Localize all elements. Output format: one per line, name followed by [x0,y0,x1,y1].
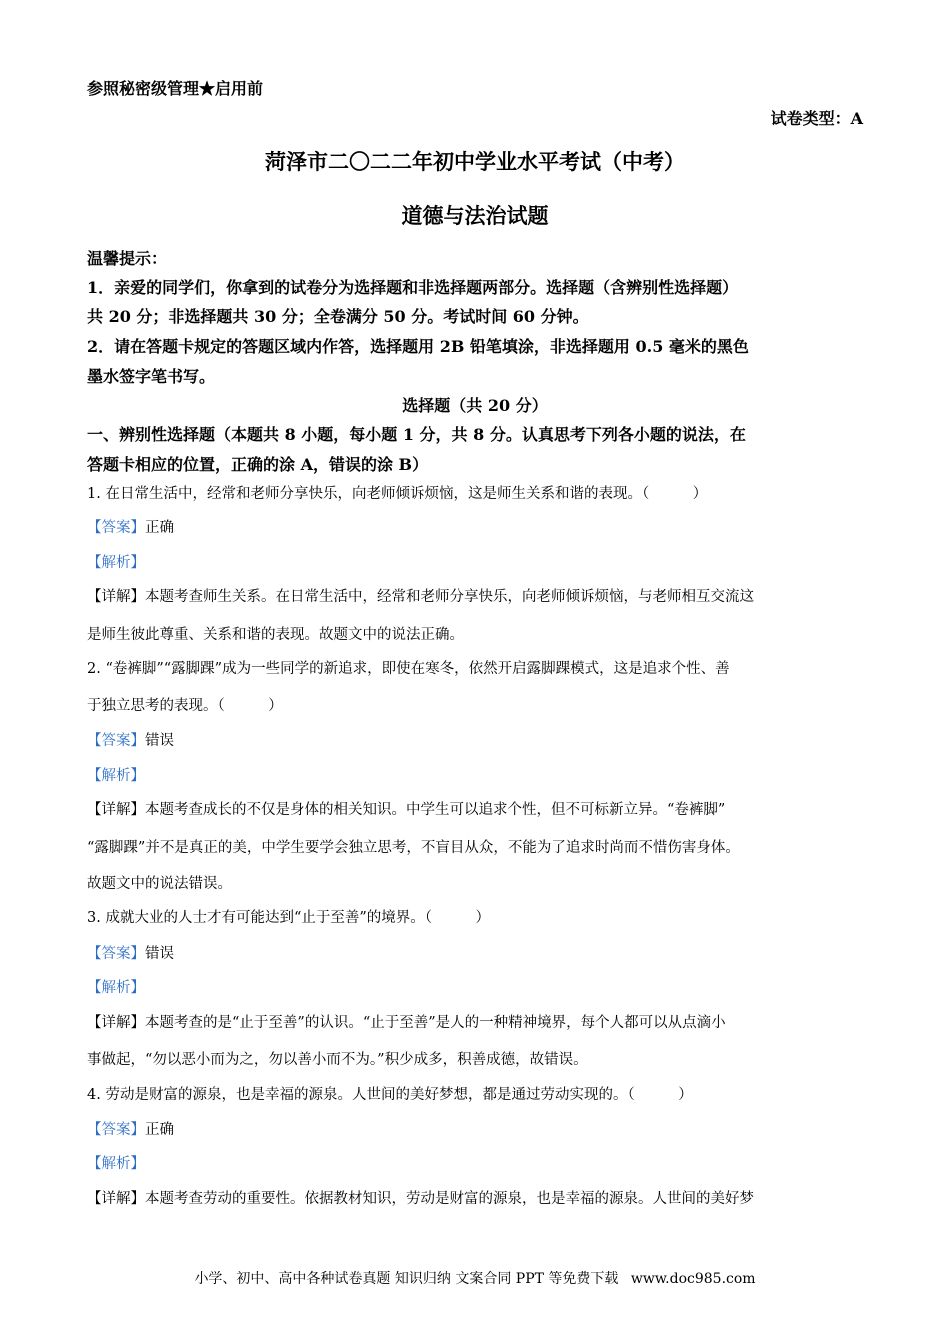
detail-row [87,585,754,606]
detail-text: 事做起，“勿以恶小而为之，勿以善小而不为。”积少成多，积善成德，故错误。 [87,1052,588,1068]
section-heading: 选择题（共 20 分） [402,396,548,415]
detail-text: “露脚踝”并不是真正的美，中学生要学会独立思考，不盲目从众，不能为了追求时尚而不惜伤害身体。 [87,840,740,856]
paper-type: 试卷类型：A [770,109,863,128]
detail-row [87,1187,754,1208]
detail-text: 本题考查劳动的重要性。依据教材知识，劳动是财富的源泉，也是幸福的源泉。人世间的美好梦 [145,1191,754,1207]
question-stem: 1. 在日常生活中，经常和老师分享快乐，向老师倾诉烦恼，这是师生关系和谐的表现。（ ） [87,486,708,502]
tips-line: 2．请在答题卡规定的答题区域内作答，选择题用 2B 铅笔填涂，非选择题用 0.5 毫米的黑色 [87,337,749,356]
answer-value: 正确 [145,1122,174,1138]
answer-row [87,942,174,963]
analysis-label: 【解析】 [87,1156,145,1172]
tips-line: 1．亲爱的同学们，你拿到的试卷分为选择题和非选择题两部分。选择题（含辨别性选择题） [87,278,739,297]
question-stem: 4. 劳动是财富的源泉，也是幸福的源泉。人世间的美好梦想，都是通过劳动实现的。（ ） [87,1087,693,1103]
analysis-label: 【解析】 [87,768,145,784]
footer [0,1268,950,1288]
detail-label: 【详解】 [87,589,145,605]
detail-text: 故题文中的说法错误。 [87,876,232,892]
detail-label: 【详解】 [87,1191,145,1207]
secret-level: 参照秘密级管理★启用前 [87,79,264,98]
detail-text: 本题考查的是“止于至善”的认识。“止于至善”是人的一种精神境界，每个人都可以从点滴小 [145,1015,726,1031]
detail-label: 【详解】 [87,1015,145,1031]
footer-link[interactable]: www.doc985.com [630,1271,756,1287]
answer-label: 【答案】 [87,733,145,749]
answer-row [87,516,174,537]
question-stem: 3. 成就大业的人士才有可能达到“止于至善”的境界。（ ） [87,910,491,926]
detail-row [87,798,725,819]
detail-text: 是师生彼此尊重、关系和谐的表现。故题文中的说法正确。 [87,627,464,643]
detail-text: 本题考查师生关系。在日常生活中，经常和老师分享快乐，向老师倾诉烦恼，与老师相互交流这 [145,589,754,605]
analysis-label: 【解析】 [87,980,145,996]
footer-text: 小学、初中、高中各种试卷真题 知识归纳 文案合同 PPT 等免费下载 [194,1271,619,1287]
answer-label: 【答案】 [87,520,145,536]
answer-label: 【答案】 [87,946,145,962]
part-instructions: 一、辨别性选择题（本题共 8 小题，每小题 1 分，共 8 分。认真思考下列各小题的说法，在 [87,425,746,444]
subject-title: 道德与法治试题 [401,203,549,228]
answer-row [87,1118,174,1139]
answer-label: 【答案】 [87,1122,145,1138]
tips-line: 共 20 分；非选择题共 30 分；全卷满分 50 分。考试时间 60 分钟。 [87,307,589,326]
detail-row [87,1011,726,1032]
answer-row [87,729,174,750]
answer-value: 正确 [145,520,174,536]
exam-title: 菏泽市二〇二二年初中学业水平考试（中考） [265,149,685,174]
question-stem: 2. “卷裤脚”“露脚踝”成为一些同学的新追求，即使在寒冬，依然开启露脚踝模式，这是追求个性、善 [87,661,730,677]
detail-text: 本题考查成长的不仅是身体的相关知识。中学生可以追求个性，但不可标新立异。“卷裤脚” [145,802,726,818]
tips-line: 墨水签字笔书写。 [87,367,216,386]
question-stem: 于独立思考的表现。（ ） [87,698,283,714]
analysis-label: 【解析】 [87,555,145,571]
answer-value: 错误 [145,946,174,962]
tips-heading: 温馨提示： [87,249,168,268]
part-instructions: 答题卡相应的位置，正确的涂 A，错误的涂 B） [87,455,429,474]
answer-value: 错误 [145,733,174,749]
detail-label: 【详解】 [87,802,145,818]
